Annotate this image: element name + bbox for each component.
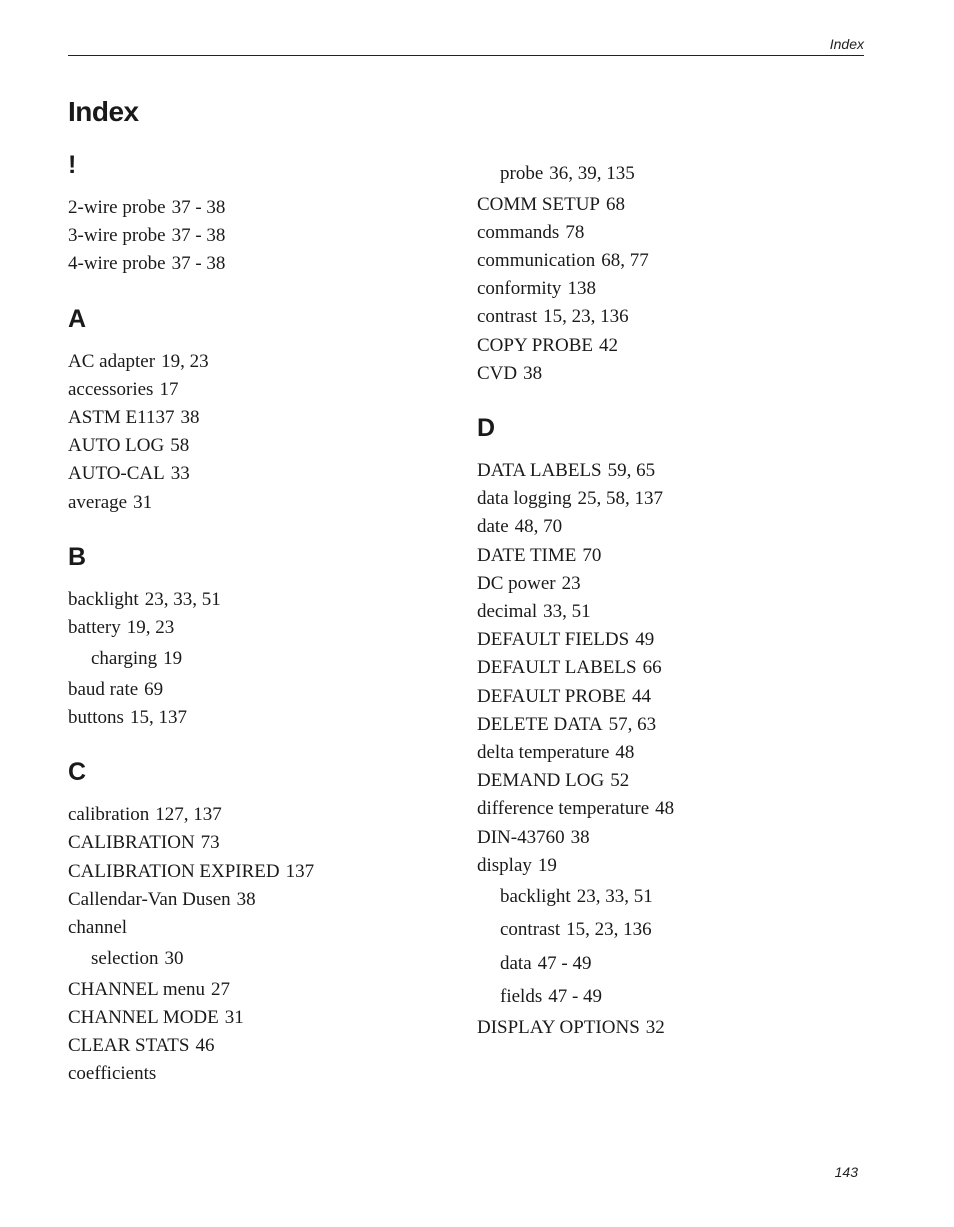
index-entry xyxy=(68,404,448,432)
index-entry xyxy=(477,247,857,275)
index-page-refs: 15, 23, 136 xyxy=(543,306,629,328)
index-page-refs: 44 xyxy=(632,685,652,707)
index-term: DEMAND LOG xyxy=(477,770,605,792)
index-term: coefficients xyxy=(68,1063,157,1085)
index-term: DATA LABELS xyxy=(477,459,602,481)
index-column-right xyxy=(477,157,857,1042)
index-entry xyxy=(68,376,448,404)
index-page-refs: 59, 65 xyxy=(607,459,656,481)
index-term: DATE TIME xyxy=(477,544,577,566)
index-page-refs: 38 xyxy=(236,888,256,910)
index-entry xyxy=(68,460,448,488)
index-term: ASTM E1137 xyxy=(68,407,175,429)
section-letter: A xyxy=(68,304,87,333)
index-term: display xyxy=(477,854,532,876)
index-page-refs: 19, 23 xyxy=(126,617,175,639)
index-entry xyxy=(68,829,448,857)
index-page-refs: 68, 77 xyxy=(601,249,649,271)
index-entry xyxy=(68,704,448,732)
index-entry xyxy=(68,676,448,704)
index-entry xyxy=(68,194,448,222)
index-term: channel xyxy=(68,916,128,938)
index-page-refs: 15, 137 xyxy=(129,706,187,728)
index-entry xyxy=(68,250,448,278)
section-letter: D xyxy=(477,413,496,442)
index-term: buttons xyxy=(68,706,124,728)
section-letter: C xyxy=(68,758,87,787)
index-page-refs: 19, 23 xyxy=(161,350,209,372)
index-term: calibration xyxy=(68,804,150,826)
index-subentry xyxy=(477,913,857,947)
index-entry xyxy=(477,795,857,823)
index-column-left xyxy=(68,150,448,1088)
index-entry xyxy=(477,303,857,331)
index-page-refs: 57, 63 xyxy=(608,713,657,735)
index-term: accessories xyxy=(68,378,154,400)
index-entry-list xyxy=(68,586,448,732)
index-term: contrast xyxy=(477,306,538,328)
index-page-refs: 58 xyxy=(170,435,190,457)
index-term: 3-wire probe xyxy=(68,225,166,247)
index-entry xyxy=(68,489,448,517)
index-page-refs: 48 xyxy=(615,741,635,763)
index-section xyxy=(68,150,448,279)
index-entry xyxy=(68,1004,448,1032)
index-page-refs: 30 xyxy=(164,948,184,970)
index-term: battery xyxy=(68,617,121,639)
index-page-refs: 38 xyxy=(523,362,543,384)
index-page-refs: 137 xyxy=(285,860,315,882)
index-page-refs: 48 xyxy=(655,798,675,820)
index-page-refs: 31 xyxy=(224,1006,244,1028)
index-page-refs: 73 xyxy=(200,832,220,854)
index-term: DC power xyxy=(477,572,556,594)
index-term: commands xyxy=(477,221,560,243)
index-term: conformity xyxy=(477,278,562,300)
index-entry xyxy=(477,513,857,541)
index-term: date xyxy=(477,516,509,538)
index-term: communication xyxy=(477,249,596,271)
index-term: CHANNEL MODE xyxy=(68,1006,219,1028)
index-term: data xyxy=(500,952,532,974)
index-term: baud rate xyxy=(68,678,139,700)
index-term: 2-wire probe xyxy=(68,197,166,218)
index-subentry xyxy=(477,947,857,981)
index-page-refs: 37 - 38 xyxy=(171,253,226,275)
index-entry xyxy=(477,275,857,303)
index-entry xyxy=(477,570,857,598)
index-page-refs: 78 xyxy=(565,221,585,243)
index-term: DELETE DATA xyxy=(477,713,603,735)
index-entry xyxy=(68,914,448,942)
index-subentry xyxy=(68,642,448,676)
running-head: Index xyxy=(829,36,864,52)
index-term: Callendar-Van Dusen xyxy=(68,888,231,910)
index-entry-list xyxy=(477,457,857,1042)
index-page-refs: 36, 39, 135 xyxy=(549,163,635,184)
index-subentry xyxy=(477,157,857,191)
index-page-refs: 33 xyxy=(170,463,190,485)
index-term: CALIBRATION xyxy=(68,832,195,854)
index-term: DIN-43760 xyxy=(477,826,565,848)
index-page-refs: 19 xyxy=(537,854,557,876)
index-entry xyxy=(477,1014,857,1042)
index-entry xyxy=(477,332,857,360)
index-term: delta temperature xyxy=(477,741,610,763)
index-entry xyxy=(477,824,857,852)
header-rule xyxy=(68,55,864,56)
index-term: AUTO LOG xyxy=(68,435,165,457)
index-entry xyxy=(68,586,448,614)
index-term: selection xyxy=(91,948,159,970)
index-page-refs: 33, 51 xyxy=(543,600,591,622)
index-section xyxy=(68,542,448,732)
index-page-refs: 46 xyxy=(195,1035,215,1057)
index-term: AUTO-CAL xyxy=(68,463,165,485)
index-page-refs: 23, 33, 51 xyxy=(144,588,221,610)
index-page-refs: 38 xyxy=(180,407,200,429)
index-entry xyxy=(477,767,857,795)
page-title: Index xyxy=(68,96,139,127)
index-page-refs: 38 xyxy=(570,826,590,848)
index-entry xyxy=(68,801,448,829)
index-entry xyxy=(68,222,448,250)
index-term: charging xyxy=(91,648,158,670)
index-page-refs: 42 xyxy=(598,334,618,356)
index-entry xyxy=(68,614,448,642)
index-section xyxy=(477,157,857,388)
index-entry xyxy=(68,858,448,886)
index-page-refs: 23 xyxy=(561,572,581,594)
index-page-refs: 19 xyxy=(163,648,183,670)
index-entry xyxy=(477,360,857,388)
index-term: AC adapter xyxy=(68,350,156,372)
index-term: 4-wire probe xyxy=(68,253,166,275)
index-entry-list xyxy=(68,348,448,517)
index-term: COMM SETUP xyxy=(477,193,600,215)
index-page-refs: 32 xyxy=(645,1016,665,1038)
index-page-refs: 52 xyxy=(610,770,630,792)
index-page-refs: 17 xyxy=(159,378,179,400)
index-page-refs: 31 xyxy=(133,491,153,513)
index-term: DEFAULT FIELDS xyxy=(477,629,630,651)
index-entry xyxy=(68,1032,448,1060)
index-page-refs: 23, 33, 51 xyxy=(576,885,653,907)
index-entry xyxy=(68,886,448,914)
index-subentry xyxy=(477,880,857,914)
index-page-refs: 138 xyxy=(567,278,596,300)
index-entry-list xyxy=(68,801,448,1088)
index-term: CVD xyxy=(477,362,518,384)
section-letter: ! xyxy=(68,151,77,179)
index-term: decimal xyxy=(477,600,538,622)
section-letter: B xyxy=(68,542,87,571)
index-term: backlight xyxy=(68,588,139,610)
index-entry xyxy=(477,739,857,767)
index-page-refs: 48, 70 xyxy=(514,516,563,538)
index-page-refs: 127, 137 xyxy=(155,804,222,826)
index-page-refs: 27 xyxy=(211,978,231,1000)
index-page-refs: 15, 23, 136 xyxy=(566,919,652,941)
index-subentry xyxy=(68,942,448,976)
index-entry xyxy=(477,654,857,682)
index-entry-list xyxy=(68,194,448,279)
index-entry xyxy=(68,348,448,376)
index-subentry xyxy=(477,980,857,1014)
index-term: probe xyxy=(500,163,544,184)
index-page-refs: 66 xyxy=(642,657,662,679)
index-entry xyxy=(477,598,857,626)
index-term: backlight xyxy=(500,885,571,907)
index-entry xyxy=(477,485,857,513)
index-page-refs: 47 - 49 xyxy=(548,986,603,1008)
index-page-refs: 68 xyxy=(606,193,625,215)
index-entry xyxy=(477,852,857,880)
index-entry xyxy=(477,626,857,654)
index-page-refs: 37 - 38 xyxy=(171,225,226,247)
index-term: COPY PROBE xyxy=(477,334,593,356)
index-entry xyxy=(477,457,857,485)
index-section xyxy=(68,757,448,1088)
index-page-refs: 47 - 49 xyxy=(537,952,592,974)
index-term: DEFAULT PROBE xyxy=(477,685,627,707)
index-term: fields xyxy=(500,986,543,1008)
index-term: CLEAR STATS xyxy=(68,1035,190,1057)
index-entry xyxy=(477,191,857,219)
index-term: data logging xyxy=(477,488,572,510)
index-entry-list xyxy=(477,157,857,388)
index-entry xyxy=(68,432,448,460)
index-term: CHANNEL menu xyxy=(68,978,206,1000)
index-entry xyxy=(68,1060,448,1088)
index-term: average xyxy=(68,491,128,513)
index-term: DISPLAY OPTIONS xyxy=(477,1016,640,1038)
index-term: contrast xyxy=(500,919,561,941)
index-entry xyxy=(477,542,857,570)
index-page-refs: 69 xyxy=(144,678,164,700)
index-entry xyxy=(477,711,857,739)
page-number: 143 xyxy=(834,1164,858,1180)
index-section xyxy=(68,304,448,517)
index-entry xyxy=(477,219,857,247)
index-term: CALIBRATION EXPIRED xyxy=(68,860,280,882)
index-section xyxy=(477,413,857,1042)
index-page-refs: 49 xyxy=(635,629,655,651)
index-entry xyxy=(477,683,857,711)
index-page-refs: 70 xyxy=(582,544,602,566)
index-term: difference temperature xyxy=(477,798,650,820)
index-entry xyxy=(68,976,448,1004)
index-page-refs: 25, 58, 137 xyxy=(577,488,663,510)
index-page-refs: 37 - 38 xyxy=(171,197,226,218)
index-term: DEFAULT LABELS xyxy=(477,657,637,679)
